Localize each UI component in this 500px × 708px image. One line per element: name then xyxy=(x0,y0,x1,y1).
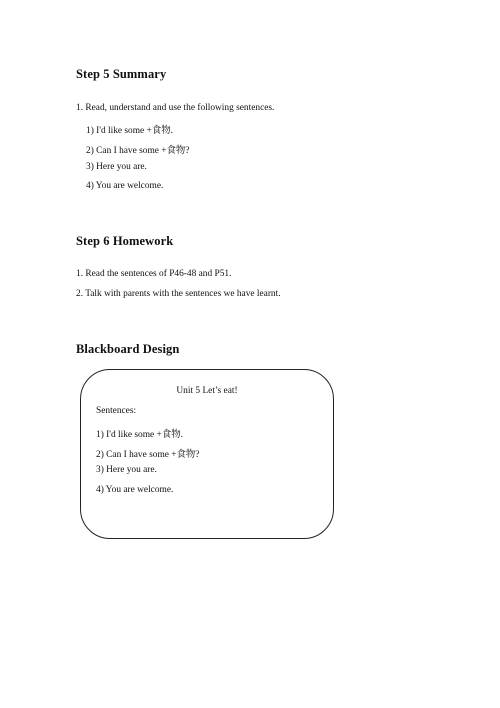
step5-sentence-1: 1) I'd like some +食物. xyxy=(86,126,173,136)
step6-item-2: 2. Talk with parents with the sentences we have learnt. xyxy=(76,289,281,299)
step5-sentence-2: 2) Can I have some +食物? xyxy=(86,146,190,156)
step5-sentence-3: 3) Here you are. xyxy=(86,162,147,172)
step5-sentence-4: 4) You are welcome. xyxy=(86,181,164,191)
blackboard-sentence-2: 2) Can I have some +食物? xyxy=(96,450,200,460)
step6-item-1: 1. Read the sentences of P46-48 and P51. xyxy=(76,269,232,279)
blackboard-label: Sentences: xyxy=(96,406,137,416)
blackboard-title: Unit 5 Let’s eat! xyxy=(176,386,238,396)
blackboard-heading: Blackboard Design xyxy=(76,342,180,356)
blackboard-box xyxy=(80,369,334,539)
blackboard-sentence-1: 1) I'd like some +食物. xyxy=(96,430,183,440)
step5-heading: Step 5 Summary xyxy=(76,67,167,81)
blackboard-sentence-4: 4) You are welcome. xyxy=(96,485,174,495)
step6-heading: Step 6 Homework xyxy=(76,234,174,248)
step5-item-1: 1. Read, understand and use the following sentences. xyxy=(76,103,275,113)
blackboard-sentence-3: 3) Here you are. xyxy=(96,465,157,475)
